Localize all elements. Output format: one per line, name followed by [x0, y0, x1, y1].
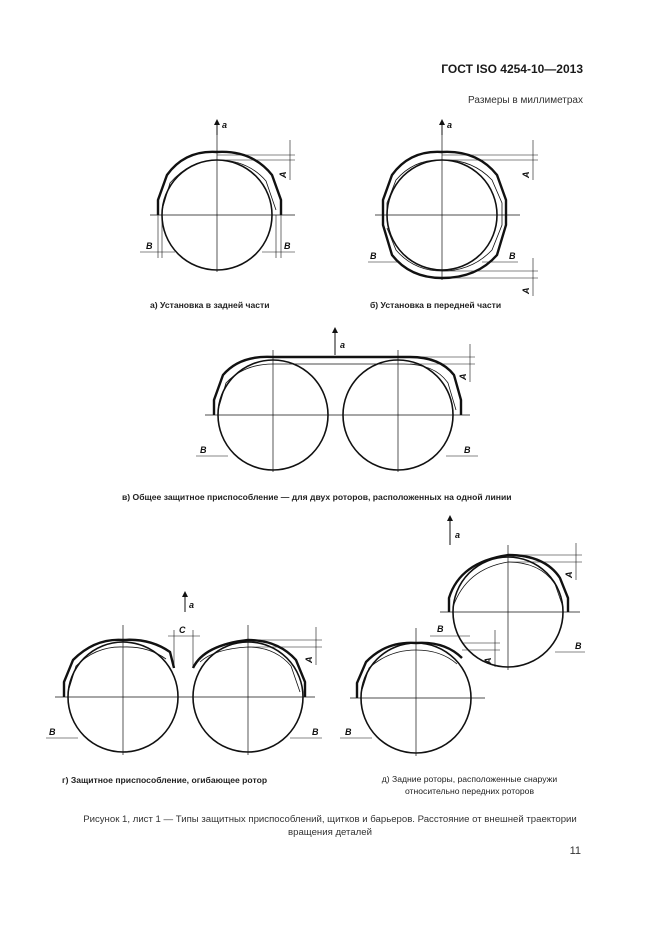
drawing-g	[46, 594, 322, 755]
label-A: A	[458, 373, 468, 380]
figure-caption: Рисунок 1, лист 1 — Типы защитных приспособлений, щитков и барьеров. Расстояние от внешней траектории вращения деталей	[83, 814, 577, 838]
page-number: 11	[569, 845, 581, 857]
guard-back	[449, 555, 568, 612]
guard-right	[193, 640, 305, 697]
guard-inner	[162, 160, 276, 210]
label-B: B	[49, 727, 56, 737]
label-A: A	[483, 657, 493, 664]
label-C: C	[179, 625, 186, 635]
label-B: B	[312, 727, 319, 737]
guard-left	[64, 640, 174, 697]
label-B: B	[345, 727, 352, 737]
label-A: A	[278, 171, 288, 178]
guard-inner	[218, 364, 456, 410]
label-B: B	[437, 624, 444, 634]
label-B: B	[509, 251, 516, 261]
caption-d: д) Задние роторы, расположенные снаружи относительно передних роторов	[381, 774, 558, 796]
label-a: а	[222, 120, 228, 130]
label-A: A	[521, 171, 531, 178]
label-a: а	[340, 340, 346, 350]
guard-outline	[214, 357, 461, 415]
label-B: B	[370, 251, 377, 261]
caption-v: в) Общее защитное приспособление — для двух роторов, расположенных на одной линии	[122, 492, 512, 502]
guard-left-inner	[68, 647, 166, 692]
document-code: ГОСТ ISO 4254-10—2013	[441, 62, 583, 76]
label-a: а	[455, 530, 461, 540]
label-B: B	[200, 445, 207, 455]
drawing-d	[340, 518, 585, 756]
drawing-a	[140, 120, 295, 272]
label-B: B	[146, 241, 153, 251]
label-A: A	[521, 287, 531, 294]
label-a: а	[447, 120, 453, 130]
drawing-b	[368, 120, 538, 296]
guard-front-inner	[361, 650, 457, 693]
label-A: A	[304, 656, 314, 663]
label-a: а	[189, 600, 195, 610]
label-A: A	[564, 571, 574, 578]
units-note: Размеры в миллиметрах	[468, 95, 583, 106]
drawing-v	[196, 330, 478, 472]
caption-a: а) Установка в задней части	[150, 300, 270, 310]
caption-b: б) Установка в передней части	[370, 300, 502, 310]
label-B: B	[284, 241, 291, 251]
guard-front	[357, 643, 462, 698]
caption-g: г) Защитное приспособление, огибающее ротор	[62, 775, 268, 785]
label-B: B	[575, 641, 582, 651]
label-B: B	[464, 445, 471, 455]
